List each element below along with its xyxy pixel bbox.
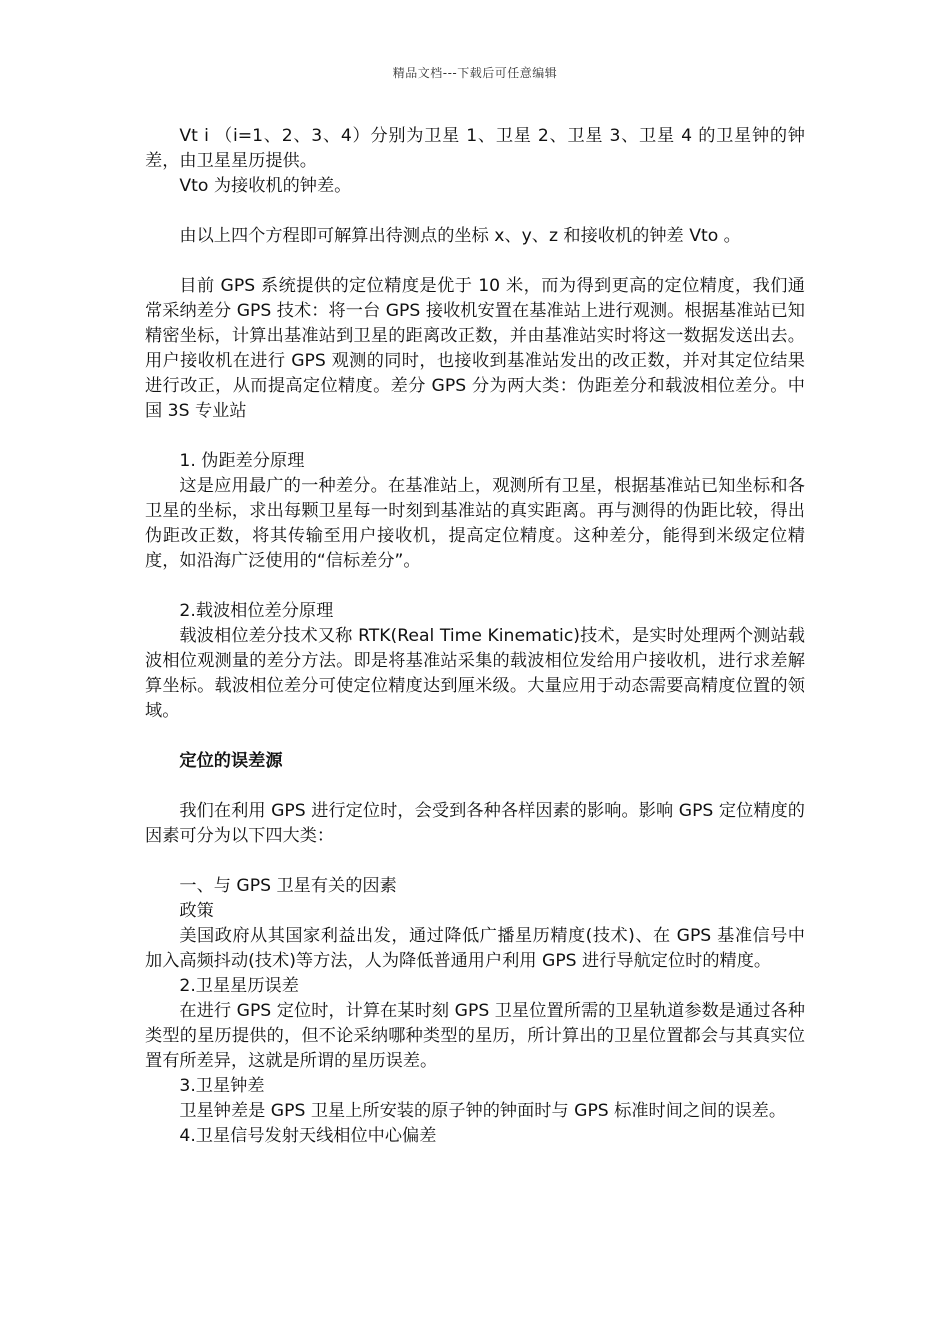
heading-antenna-phase-center: 4.卫星信号发射天线相位中心偏差 (179, 1126, 437, 1146)
paragraph-pseudorange-differential: 这是应用最广的一种差分。在基准站上，观测所有卫星，根据基准站已知坐标和各卫星的坐标，求出每颗卫星每一时刻到基准站的真实距离。再与测得的伪距比较，得出伪距改正数，将其传输至用户接收机，提高定位精度。这种差分，能得到米级定位精度，如沿海广泛使用的“信标差分”。 (145, 476, 805, 571)
spacer (145, 849, 805, 874)
heading-carrier-phase-differential: 2.载波相位差分原理 (179, 601, 334, 621)
paragraph-clock-bias-satellites: Vt i （i=1、2、3、4）分别为卫星 1、卫星 2、卫星 3、卫星 4 的卫星钟的钟差，由卫星星历提供。 (145, 126, 805, 171)
spacer (145, 249, 805, 274)
heading-pseudorange-differential: 1. 伪距差分原理 (179, 451, 305, 471)
page-header: 精品文档---下载后可任意编辑 (392, 66, 558, 80)
paragraph-differential-gps: 目前 GPS 系统提供的定位精度是优于 10 米，而为得到更高的定位精度，我们通常采纳差分 GPS 技术：将一台 GPS 接收机安置在基准站上进行观测。根据基准站已知精密坐标，计算出基准站到卫星的距离改正数，并由基准站实时将这一数据发送出去。用户接收机在进行 GPS 观测的同时，也接收到基准站发出的改正数，并对其定位结果进行改正，从而提高定位精度。差分 GPS 分为两大类：伪距差分和载波相位差分。中国 3S 专业站 (145, 276, 805, 421)
paragraph-error-factors: 我们在利用 GPS 进行定位时，会受到各种各样因素的影响。影响 GPS 定位精度的因素可分为以下四大类： (145, 801, 805, 846)
heading-satellite-clock-bias: 3.卫星钟差 (179, 1076, 265, 1096)
heading-ephemeris-error: 2.卫星星历误差 (179, 976, 299, 996)
spacer (145, 774, 805, 799)
paragraph-solve-equations: 由以上四个方程即可解算出待测点的坐标 x、y、z 和接收机的钟差 Vto 。 (179, 226, 741, 246)
paragraph-satellite-clock-bias: 卫星钟差是 GPS 卫星上所安装的原子钟的钟面时与 GPS 标准时间之间的误差。 (179, 1101, 787, 1121)
heading-error-sources: 定位的误差源 (179, 751, 283, 771)
paragraph-policy: 美国政府从其国家利益出发，通过降低广播星历精度(技术)、在 GPS 基准信号中加入高频抖动(技术)等方法，人为降低普通用户利用 GPS 进行导航定位时的精度。 (145, 926, 805, 971)
paragraph-ephemeris-error: 在进行 GPS 定位时，计算在某时刻 GPS 卫星位置所需的卫星轨道参数是通过各种类型的星历提供的，但不论采纳哪种类型的星历，所计算出的卫星位置都会与其真实位置有所差异，这就是所谓的星历误差。 (145, 1001, 805, 1071)
heading-satellite-factors: 一、与 GPS 卫星有关的因素 (179, 876, 397, 896)
document-body (145, 124, 805, 1149)
spacer (145, 574, 805, 599)
spacer (145, 424, 805, 449)
paragraph-carrier-phase-differential: 载波相位差分技术又称 RTK(Real Time Kinematic)技术，是实时处理两个测站载波相位观测量的差分方法。即是将基准站采集的载波相位发给用户接收机，进行求差解算坐标。载波相位差分可使定位精度达到厘米级。大量应用于动态需要高精度位置的领域。 (145, 626, 805, 721)
spacer (145, 199, 805, 224)
spacer (145, 724, 805, 749)
paragraph-receiver-clock-bias: Vto 为接收机的钟差。 (179, 176, 352, 196)
heading-policy: 政策 (179, 901, 214, 921)
